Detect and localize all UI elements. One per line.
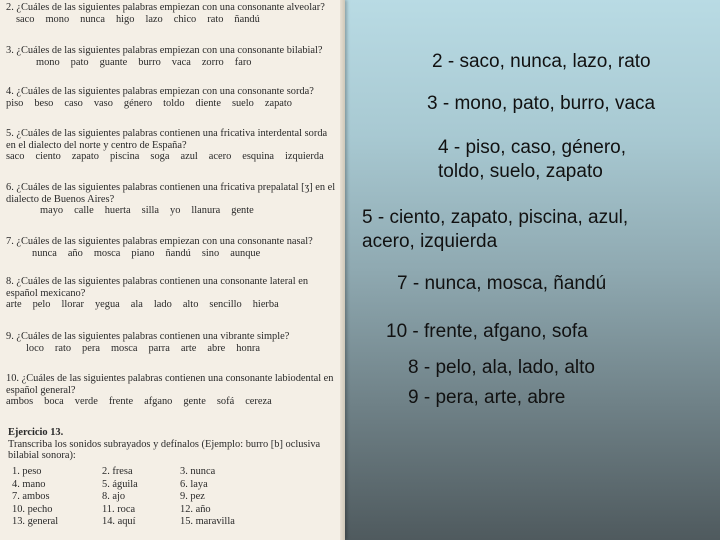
question-prompt: 3. ¿Cuáles de las siguientes palabras empiezan con una consonante bilabial? <box>6 45 323 56</box>
exercise-title: Ejercicio 13. <box>8 427 64 438</box>
word: guante <box>99 56 128 68</box>
answer-9 <box>408 386 565 410</box>
word: sencillo <box>209 299 242 310</box>
word: aunque <box>230 247 261 259</box>
answer-10 <box>386 320 588 344</box>
word: pelo <box>32 299 51 310</box>
word: gente <box>231 205 254 216</box>
word: huerta <box>104 205 131 216</box>
word: sino <box>201 247 220 259</box>
word: mosca <box>93 247 121 259</box>
answer-line: acero, izquierda <box>362 231 498 252</box>
exercise-item: 9. pez <box>180 491 205 502</box>
answer-line: 10 - frente, afgano, sofa <box>386 321 588 342</box>
exercise-item: 1. peso <box>12 466 42 477</box>
exercise-item: 7. ambos <box>12 491 50 502</box>
question-9 <box>6 331 336 354</box>
word-list <box>6 98 336 110</box>
word: saco <box>6 151 25 162</box>
word: acero <box>208 151 232 162</box>
word: izquierda <box>285 151 324 162</box>
answer-line: 9 - pera, arte, abre <box>408 387 566 408</box>
exercise-item: 4. mano <box>12 478 46 490</box>
word: nunca <box>32 247 57 259</box>
answer-5 <box>362 206 628 254</box>
word: silla <box>141 205 159 216</box>
word: ciento <box>35 151 61 162</box>
word: llorar <box>61 299 84 310</box>
exercise-items <box>12 466 252 528</box>
word: mono <box>45 13 70 25</box>
exercise-item: 11. roca <box>102 503 136 515</box>
word: rato <box>207 13 224 25</box>
question-prompt: 9. ¿Cuáles de las siguientes palabras contienen una vibrante simple? <box>6 331 290 342</box>
word: arte <box>6 299 22 310</box>
answer-2 <box>432 50 651 74</box>
word: ambos <box>6 396 34 407</box>
question-4 <box>6 86 336 109</box>
word-list <box>6 205 336 217</box>
word: rato <box>54 342 72 354</box>
exercise-item: 6. laya <box>180 478 208 490</box>
word-list <box>6 151 336 163</box>
word: frente <box>108 396 134 407</box>
word: cereza <box>245 396 272 407</box>
answer-line: 7 - nunca, mosca, ñandú <box>397 273 607 294</box>
question-3 <box>6 45 336 68</box>
word: boca <box>44 396 64 407</box>
answer-3 <box>427 92 655 116</box>
word: calle <box>74 205 94 216</box>
word: verde <box>74 396 98 407</box>
word: parra <box>148 342 170 354</box>
answer-7 <box>397 272 606 296</box>
question-prompt: 7. ¿Cuáles de las siguientes palabras empiezan con una consonante nasal? <box>6 236 313 247</box>
question-2 <box>6 2 336 25</box>
word: toldo <box>163 97 185 109</box>
word: higo <box>115 13 135 25</box>
word: gente <box>183 396 206 407</box>
word: vaso <box>93 97 113 109</box>
word-list <box>6 299 336 311</box>
exercise-item: 13. general <box>12 516 59 527</box>
word: loco <box>26 342 44 354</box>
answer-line: 8 - pelo, ala, lado, alto <box>408 357 595 378</box>
exercise-item: 14. aquí <box>102 516 136 527</box>
exercise-item: 2. fresa <box>102 466 133 477</box>
answer-line: 3 - mono, pato, burro, vaca <box>427 93 656 114</box>
word: yegua <box>94 299 120 310</box>
question-6 <box>6 182 336 217</box>
word: hierba <box>252 299 279 310</box>
word: año <box>67 247 83 259</box>
word: azul <box>180 151 198 162</box>
question-prompt: 8. ¿Cuáles de las siguientes palabras contienen una consonante lateral en español mexicano? <box>6 276 309 299</box>
word: mosca <box>110 342 138 354</box>
word: chico <box>173 13 197 25</box>
exercise-13 <box>8 427 338 462</box>
word: sofá <box>216 396 235 407</box>
word: beso <box>34 97 54 109</box>
question-prompt: 10. ¿Cuáles de las siguientes palabras contienen una consonante labiodental en español general? <box>6 373 334 396</box>
word-list <box>6 57 336 69</box>
exercise-item: 3. nunca <box>180 466 216 477</box>
exercise-item: 12. año <box>180 503 211 515</box>
word: vaca <box>171 56 191 68</box>
word: ñandú <box>234 13 260 25</box>
word: zapato <box>264 97 292 109</box>
question-7 <box>6 236 336 259</box>
word: zorro <box>201 56 224 68</box>
answer-4 <box>438 136 626 184</box>
exercise-item: 10. pecho <box>12 503 53 515</box>
word: mayo <box>40 205 64 216</box>
question-8 <box>6 276 336 311</box>
answer-line: 5 - ciento, zapato, piscina, azul, <box>362 207 629 228</box>
exercise-item: 15. maravilla <box>180 516 235 527</box>
word: soga <box>150 151 170 162</box>
word: ala <box>130 299 143 310</box>
word: lazo <box>145 13 163 25</box>
word: caso <box>64 97 83 109</box>
word: género <box>123 97 153 109</box>
word: faro <box>234 56 252 68</box>
word-list <box>6 343 336 355</box>
textbook-page <box>0 0 345 540</box>
word: piano <box>131 247 155 259</box>
word: yo <box>170 205 181 216</box>
word: afgano <box>144 396 173 407</box>
exercise-instruction: Transcriba los sonidos subrayados y defínalos (Ejemplo: burro [b] oclusiva bilabial sonora): <box>8 438 321 461</box>
word: piso <box>6 97 24 109</box>
word: diente <box>195 97 221 109</box>
word: suelo <box>231 97 254 109</box>
word: saco <box>16 13 35 25</box>
word: burro <box>138 56 161 68</box>
question-10 <box>6 373 336 408</box>
word: honra <box>236 342 260 354</box>
word-list <box>6 248 336 260</box>
word-list <box>6 14 336 26</box>
word: arte <box>180 342 197 354</box>
word: esquina <box>242 151 275 162</box>
word: llanura <box>191 205 221 216</box>
word: alto <box>182 299 199 310</box>
word: pato <box>70 56 89 68</box>
question-prompt: 2. ¿Cuáles de las siguientes palabras empiezan con una consonante alveolar? <box>6 2 325 13</box>
question-5 <box>6 128 336 163</box>
word: abre <box>207 342 226 354</box>
page-edge <box>340 0 345 540</box>
exercise-item: 5. águila <box>102 478 138 490</box>
exercise-item: 8. ajo <box>102 491 126 502</box>
question-prompt: 5. ¿Cuáles de las siguientes palabras contienen una fricativa interdental sorda en el dialecto del norte y centro de España? <box>6 128 328 151</box>
answer-line: 4 - piso, caso, género, <box>438 137 626 158</box>
word: mono <box>36 56 60 68</box>
word: piscina <box>109 151 140 162</box>
word: zapato <box>71 151 99 162</box>
word: nunca <box>80 13 105 25</box>
word-list <box>6 396 336 408</box>
question-prompt: 6. ¿Cuáles de las siguientes palabras contienen una fricativa prepalatal [ʒ] en el dialecto de Buenos Aires? <box>6 182 336 205</box>
answer-8 <box>408 356 595 380</box>
answer-line: toldo, suelo, zapato <box>438 161 603 182</box>
word: pera <box>82 342 100 354</box>
word: ñandú <box>165 247 191 259</box>
question-prompt: 4. ¿Cuáles de las siguientes palabras empiezan con una consonante sorda? <box>6 86 314 97</box>
word: lado <box>153 299 172 310</box>
answer-line: 2 - saco, nunca, lazo, rato <box>432 51 651 72</box>
